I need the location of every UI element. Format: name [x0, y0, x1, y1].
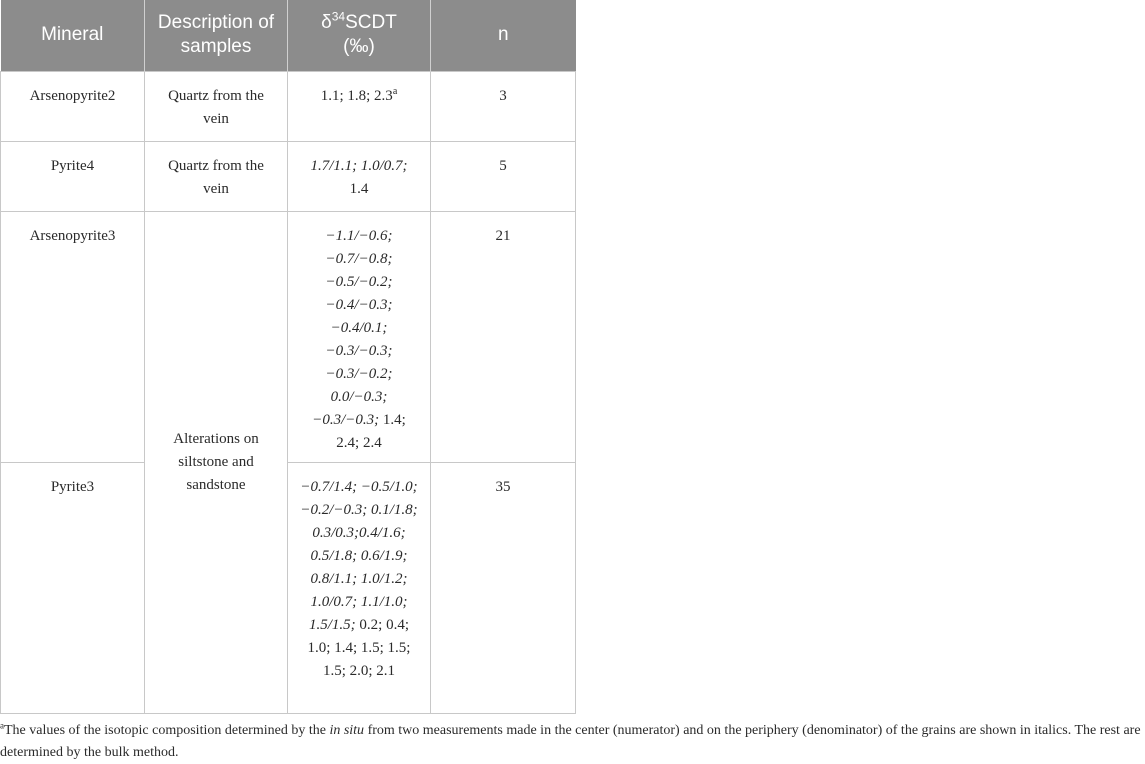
header-row — [1, 0, 576, 71]
values-plain: 1.4; 2.4; 2.4 — [336, 411, 406, 451]
cell-mineral: Arsenopyrite3 — [1, 211, 145, 462]
header-mineral: Mineral — [1, 0, 145, 71]
header-n: n — [431, 0, 576, 71]
footnote-text-after: from two measurements made in the center (numerator) and on the periphery (denominator) of the grains are shown in italics. The rest are determined by the bulk method. — [0, 723, 1141, 760]
header-delta-suffix: SCDT — [345, 12, 397, 34]
values-text: 1.1; 1.8; 2.3 — [320, 87, 393, 104]
footnote-marker: a — [0, 720, 4, 731]
cell-mineral: Arsenopyrite2 — [1, 71, 145, 141]
table-row — [1, 71, 576, 141]
header-delta-unit: (‰) — [343, 36, 375, 58]
cell-values — [288, 141, 431, 211]
description-text: Alterations on siltstone and sandstone — [173, 430, 259, 493]
values-italic: −0.7/1.4; −0.5/1.0; −0.2/−0.3; 0.1/1.8; 0.3/0.3;0.4/1.6; 0.5/1.8; 0.6/1.9; 0.8/1.1; 1.0/1.2; 1.0/0.7; 1.1/1.0; 1.5/1.5; — [300, 478, 418, 633]
footnote-text-before: The values of the isotopic composition determined by the — [4, 723, 330, 738]
cell-n: 21 — [431, 211, 576, 462]
table-row — [1, 211, 576, 462]
values-block — [303, 155, 415, 201]
table-row — [1, 462, 576, 713]
values-block — [299, 476, 419, 683]
description-text: Quartz from the vein — [168, 157, 264, 197]
header-description: Description of samples — [145, 0, 288, 71]
table-footnote — [0, 720, 1145, 764]
cell-values — [288, 71, 431, 141]
cell-values — [288, 462, 431, 713]
cell-description-merged — [145, 211, 288, 713]
isotope-table — [0, 0, 576, 714]
header-delta — [288, 0, 431, 71]
values-italic: 1.7/1.1; 1.0/0.7; — [310, 157, 408, 174]
description-text: Quartz from the vein — [168, 87, 264, 127]
cell-values — [288, 211, 431, 462]
table-row — [1, 141, 576, 211]
header-delta-prefix: δ — [321, 12, 332, 34]
cell-n: 5 — [431, 141, 576, 211]
cell-n: 35 — [431, 462, 576, 713]
cell-n: 3 — [431, 71, 576, 141]
cell-description — [145, 71, 288, 141]
values-plain: 1.4 — [349, 180, 369, 197]
values-plain: 0.2; 0.4; 1.0; 1.4; 1.5; 1.5; 1.5; 2.0; 2.1 — [307, 616, 411, 679]
header-delta-sup: 34 — [331, 9, 346, 24]
footnote-emphasis: in situ — [329, 723, 365, 738]
values-italic: −1.1/−0.6; −0.7/−0.8; −0.5/−0.2; −0.4/−0.3; −0.4/0.1; −0.3/−0.3; −0.3/−0.2; 0.0/−0.3; −0.3/−0.3; — [312, 227, 393, 428]
values-block — [303, 225, 415, 455]
cell-mineral: Pyrite4 — [1, 141, 145, 211]
cell-description — [145, 141, 288, 211]
cell-mineral: Pyrite3 — [1, 462, 145, 713]
footnote-ref: a — [392, 85, 398, 97]
